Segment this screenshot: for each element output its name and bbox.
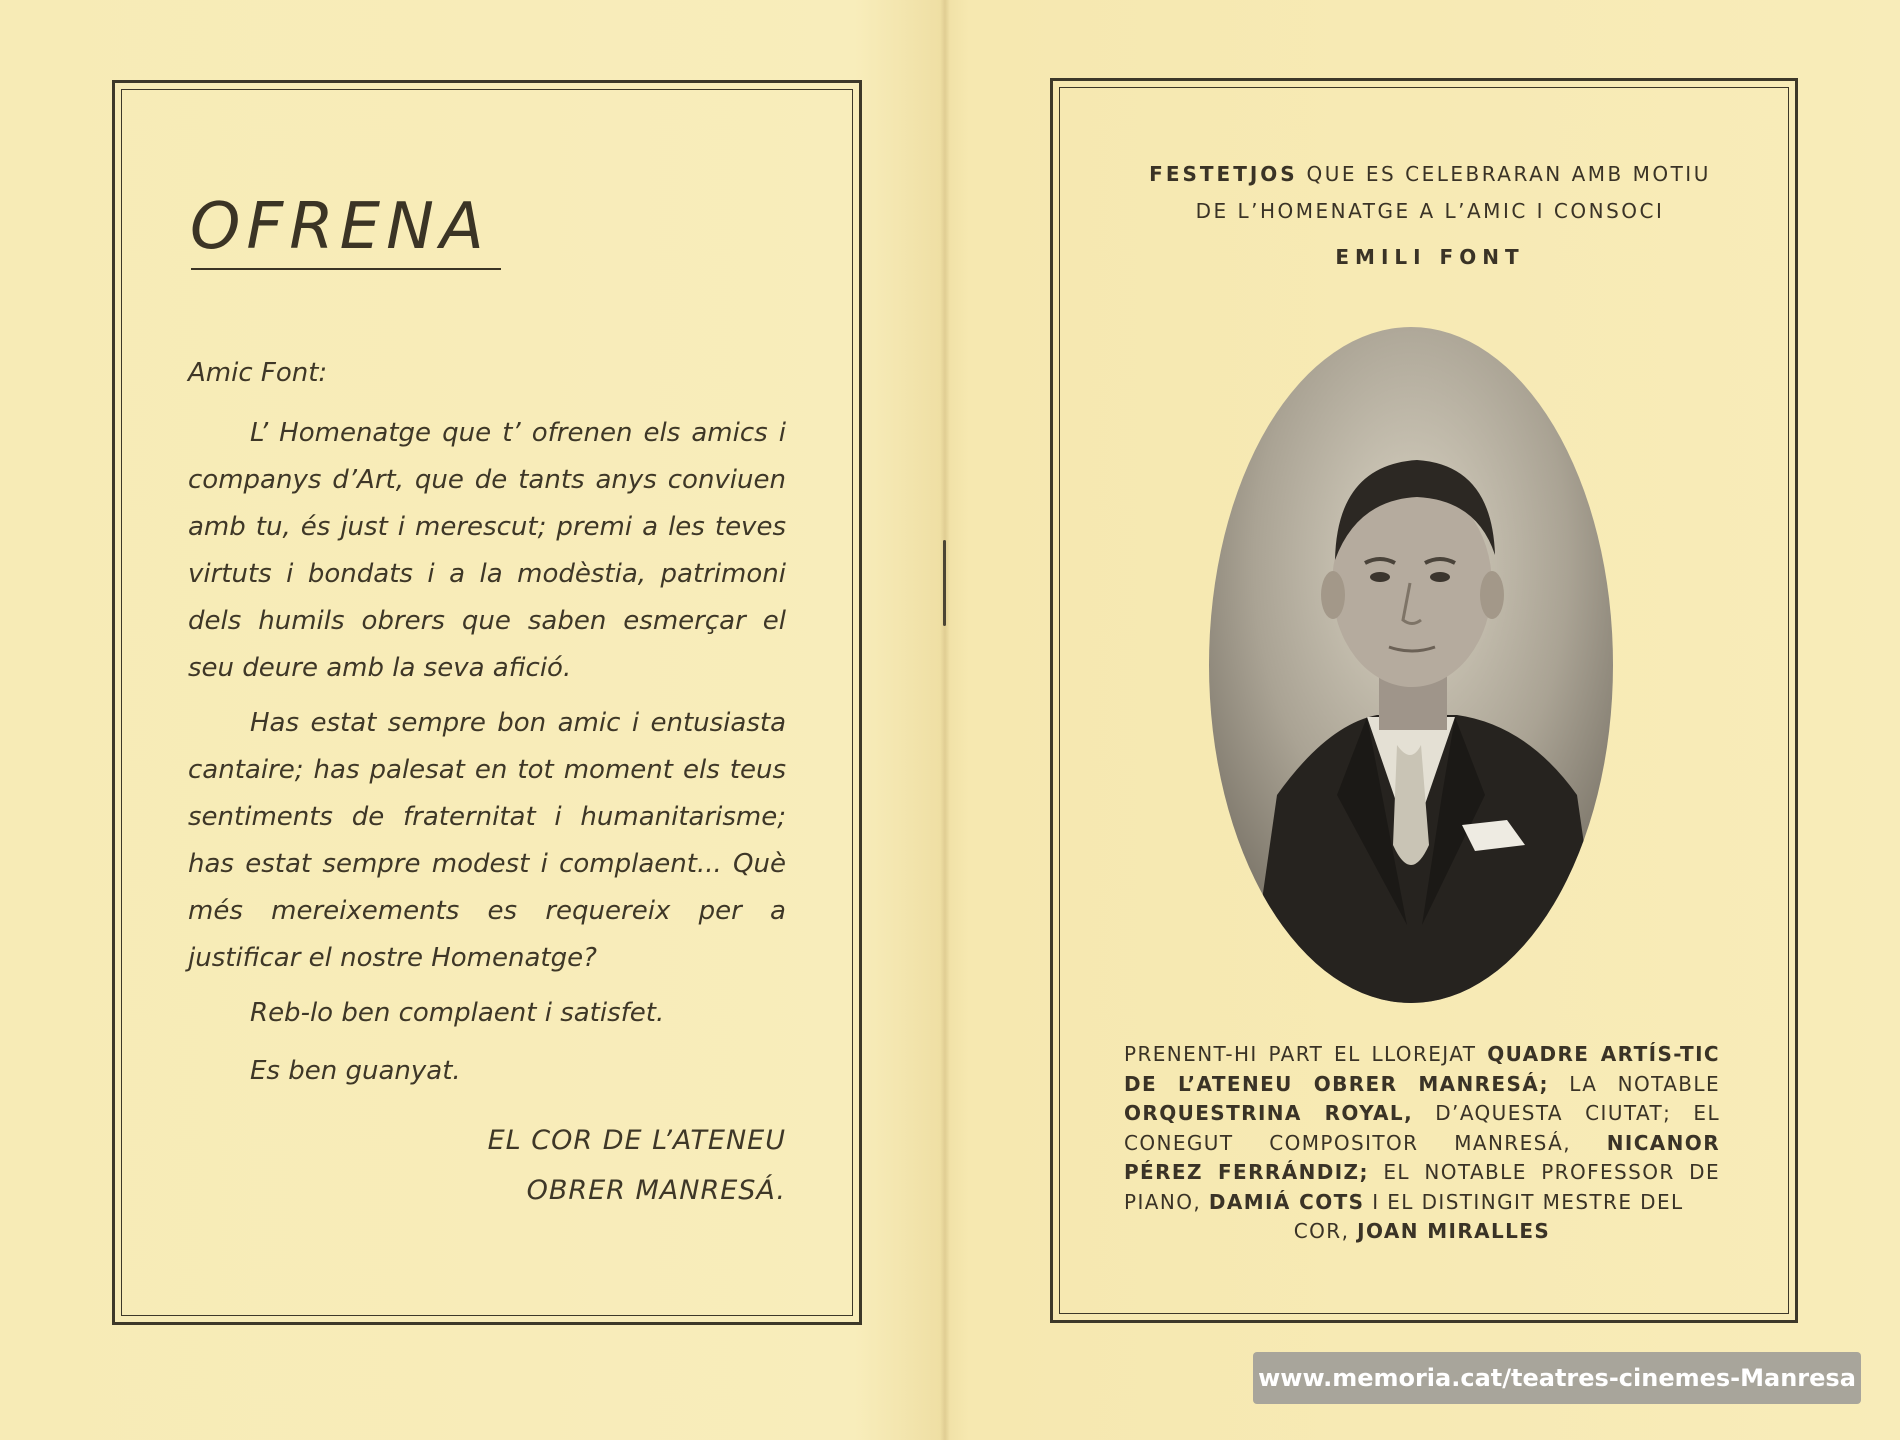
signature xyxy=(400,1116,786,1216)
event-heading xyxy=(1110,156,1750,230)
heading-line-1: QUE ES CELEBRARAN AMB MOTIU xyxy=(1306,162,1711,186)
title-underline xyxy=(191,268,501,270)
signature-line-2: OBRER MANRESÁ. xyxy=(526,1175,786,1206)
nicanor-perez: NICANOR PÉREZ FERRÁNDIZ; xyxy=(1124,1130,1720,1184)
watermark-link[interactable]: www.memoria.cat/teatres-cinemes-Manresa xyxy=(1253,1352,1861,1404)
letter-paragraph-4: Es ben guanyat. xyxy=(250,1056,461,1086)
quadre-artistic: QUADRE ARTÍS-TIC DE L’ATENEU OBRER MANRESÁ; xyxy=(1124,1042,1720,1096)
center-fold xyxy=(940,0,950,1440)
letter-paragraph-3: Reb-lo ben complaent i satisfet. xyxy=(250,998,665,1028)
staple xyxy=(943,540,946,626)
joan-miralles: JOAN MIRALLES xyxy=(1357,1219,1551,1243)
honoree-name: EMILI FONT xyxy=(1335,245,1525,269)
participants-text: PRENENT-HI PART EL LLOREJAT QUADRE ARTÍS-TIC DE L’ATENEU OBRER MANRESÁ; LA NOTABLE ORQUESTRINA ROYAL, D’AQUESTA CIUTAT; EL CONEGUT COMPOSITOR MANRESÁ, NICANOR PÉREZ FERRÁNDIZ; EL NOTABLE PROFESSOR DE PIANO, DAMIÁ COTS I EL DISTINGIT MESTRE DEL COR, JOAN MIRALLES xyxy=(1124,1042,1720,1243)
heading-line-2: DE L’HOMENATGE A L’AMIC I CONSOCI xyxy=(1195,199,1665,223)
portrait-photo xyxy=(1207,325,1615,1005)
orquestrina-royal: ORQUESTRINA ROYAL, xyxy=(1124,1101,1414,1125)
damia-cots: DAMIÁ COTS xyxy=(1208,1189,1365,1214)
letter-paragraph-2: Has estat sempre bon amic i entusiasta cantaire; has palesat en tot moment els teus sentiments de fraternitat i humanitarisme; has estat sempre modest i complaent... Què més mereixements es requereix per a justificar el nostre Homenatge? xyxy=(188,708,786,973)
letter-paragraph-1: L’ Homenatge que t’ ofrenen els amics i companys d’Art, que de tants anys conviuen amb tu, és just i merescut; premi a les teves virtuts i bondats i a la modèstia, patrimoni dels humils obrers que saben esmerçar el seu deure amb la seva afició. xyxy=(188,418,786,683)
signature-line-1: EL COR DE L’ATENEU xyxy=(487,1125,786,1156)
heading-bold: FESTETJOS xyxy=(1149,162,1298,186)
page-title: OFRENA xyxy=(190,190,490,264)
salutation: Amic Font: xyxy=(188,358,328,388)
